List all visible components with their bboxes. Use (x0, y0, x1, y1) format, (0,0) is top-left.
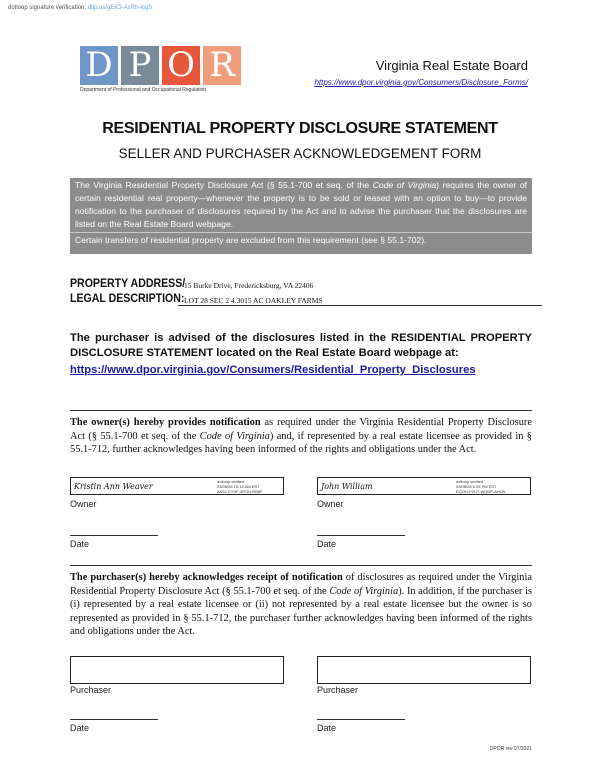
purchaser-date-1-line[interactable] (70, 719, 158, 720)
purchaser-date-2-line[interactable] (317, 719, 405, 720)
purchaser-text-b: ). In addition, if the purchaser is (i) represented by a real estate licensee or (ii) not represented by a real estate licensee but the owner is so represented as provided in § 55.1-712, the purchaser further acknowledges having been informed of the rights and obligations under the Act. (70, 585, 533, 637)
purchaser-signature-2[interactable] (317, 656, 531, 684)
document-subtitle: SELLER AND PURCHASER ACKNOWLEDGEMENT FORM (118, 146, 482, 161)
notice-box (70, 178, 532, 254)
purchaser-label-1: Purchaser (70, 685, 112, 695)
owner-label-1: Owner (70, 499, 97, 509)
property-address-label: PROPERTY ADDRESS/ (70, 278, 186, 290)
legal-description-label: LEGAL DESCRIPTION: (70, 293, 185, 305)
stamp-line: 03/08/26 6:25 PM EST (456, 484, 497, 489)
stamp-line: 03/08/26 10:14 AM EST (217, 484, 260, 489)
board-title: Virginia Real Estate Board (375, 58, 528, 73)
section-divider (70, 410, 532, 411)
notice-paragraph (70, 178, 532, 233)
stamp-line: dotloop verified (456, 479, 484, 484)
document-title: RESIDENTIAL PROPERTY DISCLOSURE STATEMENT (102, 120, 498, 137)
purchaser-text-a: of disclosures as required under the Virginia Residential Property Disclosure Act (§ 55.1-700 et seq. of the (70, 572, 532, 597)
owner-signature-1[interactable] (70, 477, 284, 495)
owner-signature-1-stamp (217, 479, 263, 494)
section-divider (70, 565, 532, 566)
property-address-value[interactable]: 15 Burke Drive, Fredericksburg, VA 22406 (184, 281, 314, 290)
legal-description-line (178, 305, 542, 306)
purchaser-date-2-label: Date (317, 723, 337, 733)
owner-label-2: Owner (317, 499, 344, 509)
purchaser-label-2: Purchaser (317, 685, 359, 695)
owner-signature-2[interactable] (317, 477, 531, 495)
disclosure-forms-link[interactable]: https://www.dpor.virginia.gov/Consumers/Disclosure_Forms/ (314, 78, 528, 87)
verification-label: dotloop signature verification: (8, 5, 87, 11)
owner-code-ref: Code of Virginia (199, 430, 270, 442)
verification-line (8, 5, 152, 11)
owner-date-1-label: Date (70, 539, 90, 549)
purchaser-acknowledgement-paragraph (70, 571, 532, 639)
owner-text-a: as required under the Virginia Residential Property Disclosure Act (§ 55.1-700 et seq. of the (70, 417, 532, 442)
stamp-line: dotloop verified (217, 479, 245, 484)
logo-letter-p: P (121, 46, 159, 85)
disclosures-link[interactable]: https://www.dpor.virginia.gov/Consumers/Residential_Property_Disclosures (70, 364, 476, 376)
purchaser-lead: The purchaser(s) hereby acknowledges receipt of notification (70, 572, 343, 583)
owner-signature-2-stamp (456, 479, 505, 494)
stamp-line: AK6J-CYHF-5POH-RB6F (217, 489, 263, 494)
owner-text-b: ) and, if represented by a real estate licensee as provided in § 55.1-712, further acknowledges having been informed of the rights and obligations under the Act. (70, 430, 532, 455)
owner-signature-2-name: John William (321, 482, 373, 491)
legal-description-value[interactable]: LOT 28 SEC 2 4.3015 AC OAKLEY FARMS (184, 296, 323, 305)
notice-text-b: ) requires the owner of certain residential real property—whenever the property is to be sold or leased with an option to buy—to provide notification to the purchaser of disclosures required by the Act and to advise the purchaser that the disclosures are listed on the Real Estate Board webpage. (75, 180, 528, 229)
owner-lead: The owner(s) hereby provides notification (70, 417, 261, 428)
owner-date-1-line[interactable] (70, 535, 158, 536)
notice-code-ref: Code of Virginia (372, 180, 437, 190)
purchaser-signature-1[interactable] (70, 656, 284, 684)
owner-notification-paragraph (70, 416, 532, 457)
purchaser-code-ref: Code of Virginia (329, 585, 399, 597)
logo-letter-r: R (203, 46, 241, 85)
logo-letter-d: D (80, 46, 118, 85)
logo-subtext: Department of Professional and Occupational Regulation (80, 87, 207, 93)
stamp-line: EQOH-P2UT-WQDP-AHLW (456, 489, 506, 494)
form-revision: DPOR rev 07/2021 (489, 746, 532, 752)
advised-text: The purchaser is advised of the disclosures listed in the RESIDENTIAL PROPERTY DISCLOSURE STATEMENT located on the Real Estate Board webpage at: (70, 331, 532, 360)
notice-text-a: The Virginia Residential Property Disclosure Act (§ 55.1-700 et seq. of the (75, 180, 373, 190)
purchaser-date-1-label: Date (70, 723, 90, 733)
logo-letter-o: O (162, 46, 200, 85)
owner-date-2-label: Date (317, 539, 337, 549)
dpor-logo (80, 46, 244, 100)
verification-link[interactable]: dtlp.us/gEK3-AsRh-kjqS (87, 5, 153, 11)
notice-exclusion: Certain transfers of residential property are excluded from this requirement (see § 55.1-702). (75, 235, 427, 245)
owner-date-2-line[interactable] (317, 535, 405, 536)
owner-signature-1-name: Kristin Ann Weaver (74, 482, 153, 491)
